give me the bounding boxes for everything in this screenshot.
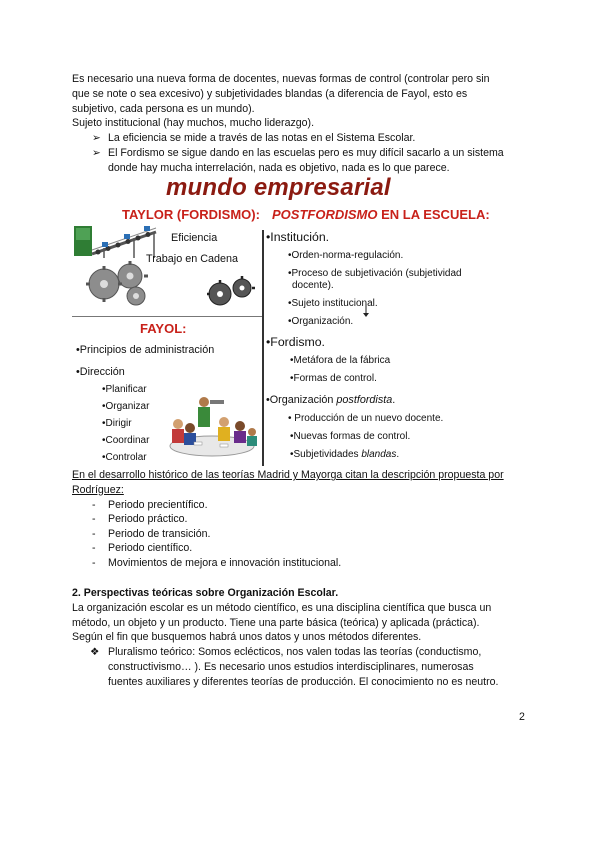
period-text: Periodo de transición. xyxy=(108,527,211,540)
organizacion-item: • Producción de un nuevo docente. xyxy=(288,413,444,424)
section-paragraph-line: método, un objeto y un producto. Tiene una parte básica (teórica) y aplicada (práctica). xyxy=(72,616,480,629)
history-line: Rodríguez: xyxy=(72,483,124,496)
subj-pre: •Subjetividades xyxy=(290,449,362,460)
fordismo-item: •Formas de control. xyxy=(290,373,377,384)
direccion-item: •Planificar xyxy=(102,384,147,395)
section-paragraph-line: Según el fin que busquemos habrá unos datos y unos métodos diferentes. xyxy=(72,631,422,644)
intro-line: que se note o sea excesivo) y subjetividades blandas (a diferencia de Fayol, esto es xyxy=(72,87,468,100)
institucion-item-continuation: docente). xyxy=(292,280,334,291)
period-list-item xyxy=(92,541,193,555)
direccion-label: •Dirección xyxy=(76,366,125,378)
figure-title: mundo empresarial xyxy=(166,174,391,201)
section-paragraph-line: La organización escolar es un método científico, es una disciplina científica que busca un xyxy=(72,601,492,614)
org-pre: •Organización xyxy=(266,394,337,406)
postfordismo-rest: EN LA ESCUELA: xyxy=(381,207,490,222)
intro-line: subjetivo, cada persona es un mundo). xyxy=(72,102,255,115)
arrow-item-text: El Fordismo se sigue dando en las escuelas pero es muy difícil sacarlo a un sistema xyxy=(108,147,504,159)
organizacion-postfordista-label xyxy=(266,394,395,406)
diamond-bullet-icon: ❖ xyxy=(90,646,100,659)
subj-italic: blandas xyxy=(361,449,397,460)
arrow-item-text: donde hay mucha interrelación, nada es objetivo, nada es lo que parece. xyxy=(108,161,450,174)
pluralismo-line: Pluralismo teórico: Somos eclécticos, nos valen todas las teorías (conductismo, xyxy=(108,646,482,659)
figure-divider xyxy=(262,230,264,466)
period-text: Periodo precientífico. xyxy=(108,499,208,511)
small-gears-icon xyxy=(204,270,258,310)
period-text: Periodo práctico. xyxy=(108,513,188,526)
gears-illustration xyxy=(84,256,154,308)
intro-line: Es necesario una nueva forma de docentes, nuevas formas de control (controlar pero sin xyxy=(72,73,490,85)
direccion-item: •Organizar xyxy=(102,401,150,412)
postfordismo-word: POSTFORDISMO xyxy=(272,207,378,222)
direccion-item: •Dirigir xyxy=(102,418,132,429)
arrow-item-text: La eficiencia se mide a través de las notas en el Sistema Escolar. xyxy=(108,132,416,145)
cursor-arrow-icon xyxy=(362,304,370,318)
period-list-item xyxy=(92,512,188,526)
arrow-list-item xyxy=(92,146,504,161)
direccion-item: •Controlar xyxy=(102,452,147,463)
taylor-header: TAYLOR (FORDISMO): xyxy=(122,207,260,222)
figure-mundo-empresarial xyxy=(70,172,530,468)
organizacion-item: •Nuevas formas de control. xyxy=(290,431,411,442)
eficiencia-label: Eficiencia xyxy=(171,232,218,244)
period-list-item xyxy=(92,498,208,512)
intro-line: Sujeto institucional (hay muchos, mucho liderazgo). xyxy=(72,117,315,130)
dash-bullet: - xyxy=(92,542,96,555)
institucion-item: •Proceso de subjetivación (subjetividad xyxy=(288,268,462,279)
period-text: Periodo científico. xyxy=(108,542,193,555)
fordismo-item: •Metáfora de la fábrica xyxy=(290,355,391,366)
organizacion-item xyxy=(290,449,399,460)
dash-bullet: - xyxy=(92,513,96,526)
period-text: Movimientos de mejora e innovación institucional. xyxy=(108,556,342,569)
dash-bullet: - xyxy=(92,499,96,511)
org-post: . xyxy=(392,394,396,406)
principios-label: •Principios de administración xyxy=(76,344,215,356)
meeting-people-illustration xyxy=(164,392,260,462)
institucion-item: •Orden-norma-regulación. xyxy=(288,250,404,261)
period-list-item xyxy=(92,527,211,541)
period-list-item xyxy=(92,556,342,570)
pluralismo-line: fuentes auxiliares y diferentes teorías de producción. El conocimiento no es neutro. xyxy=(108,675,499,688)
institucion-item: •Organización. xyxy=(288,316,354,327)
arrow-bullet-icon: ➢ xyxy=(92,132,101,145)
arrow-bullet-icon: ➢ xyxy=(92,147,101,159)
section-heading: 2. Perspectivas teóricas sobre Organización Escolar. xyxy=(72,587,339,599)
subj-post: . xyxy=(396,449,400,460)
org-italic: postfordista xyxy=(336,394,393,406)
fayol-header: FAYOL: xyxy=(140,321,187,336)
direccion-item: •Coordinar xyxy=(102,435,150,446)
postfordismo-header xyxy=(272,207,490,222)
dash-bullet: - xyxy=(92,556,96,569)
fordismo-label: •Fordismo. xyxy=(266,335,325,349)
page-number: 2 xyxy=(519,711,525,723)
institucion-label: •Institución. xyxy=(266,230,330,244)
institucion-item: •Sujeto institucional. xyxy=(288,298,378,309)
pluralismo-line: constructivismo… ). Es necesario unos estudios interdisciplinares, numerosas xyxy=(108,661,474,673)
arrow-list-item xyxy=(92,131,416,146)
history-line: En el desarrollo histórico de las teorías Madrid y Mayorga citan la descripción propuesta por xyxy=(72,469,504,481)
dash-bullet: - xyxy=(92,527,96,540)
figure-left-separator xyxy=(72,316,262,317)
trabajo-cadena-label: Trabajo en Cadena xyxy=(146,253,239,265)
